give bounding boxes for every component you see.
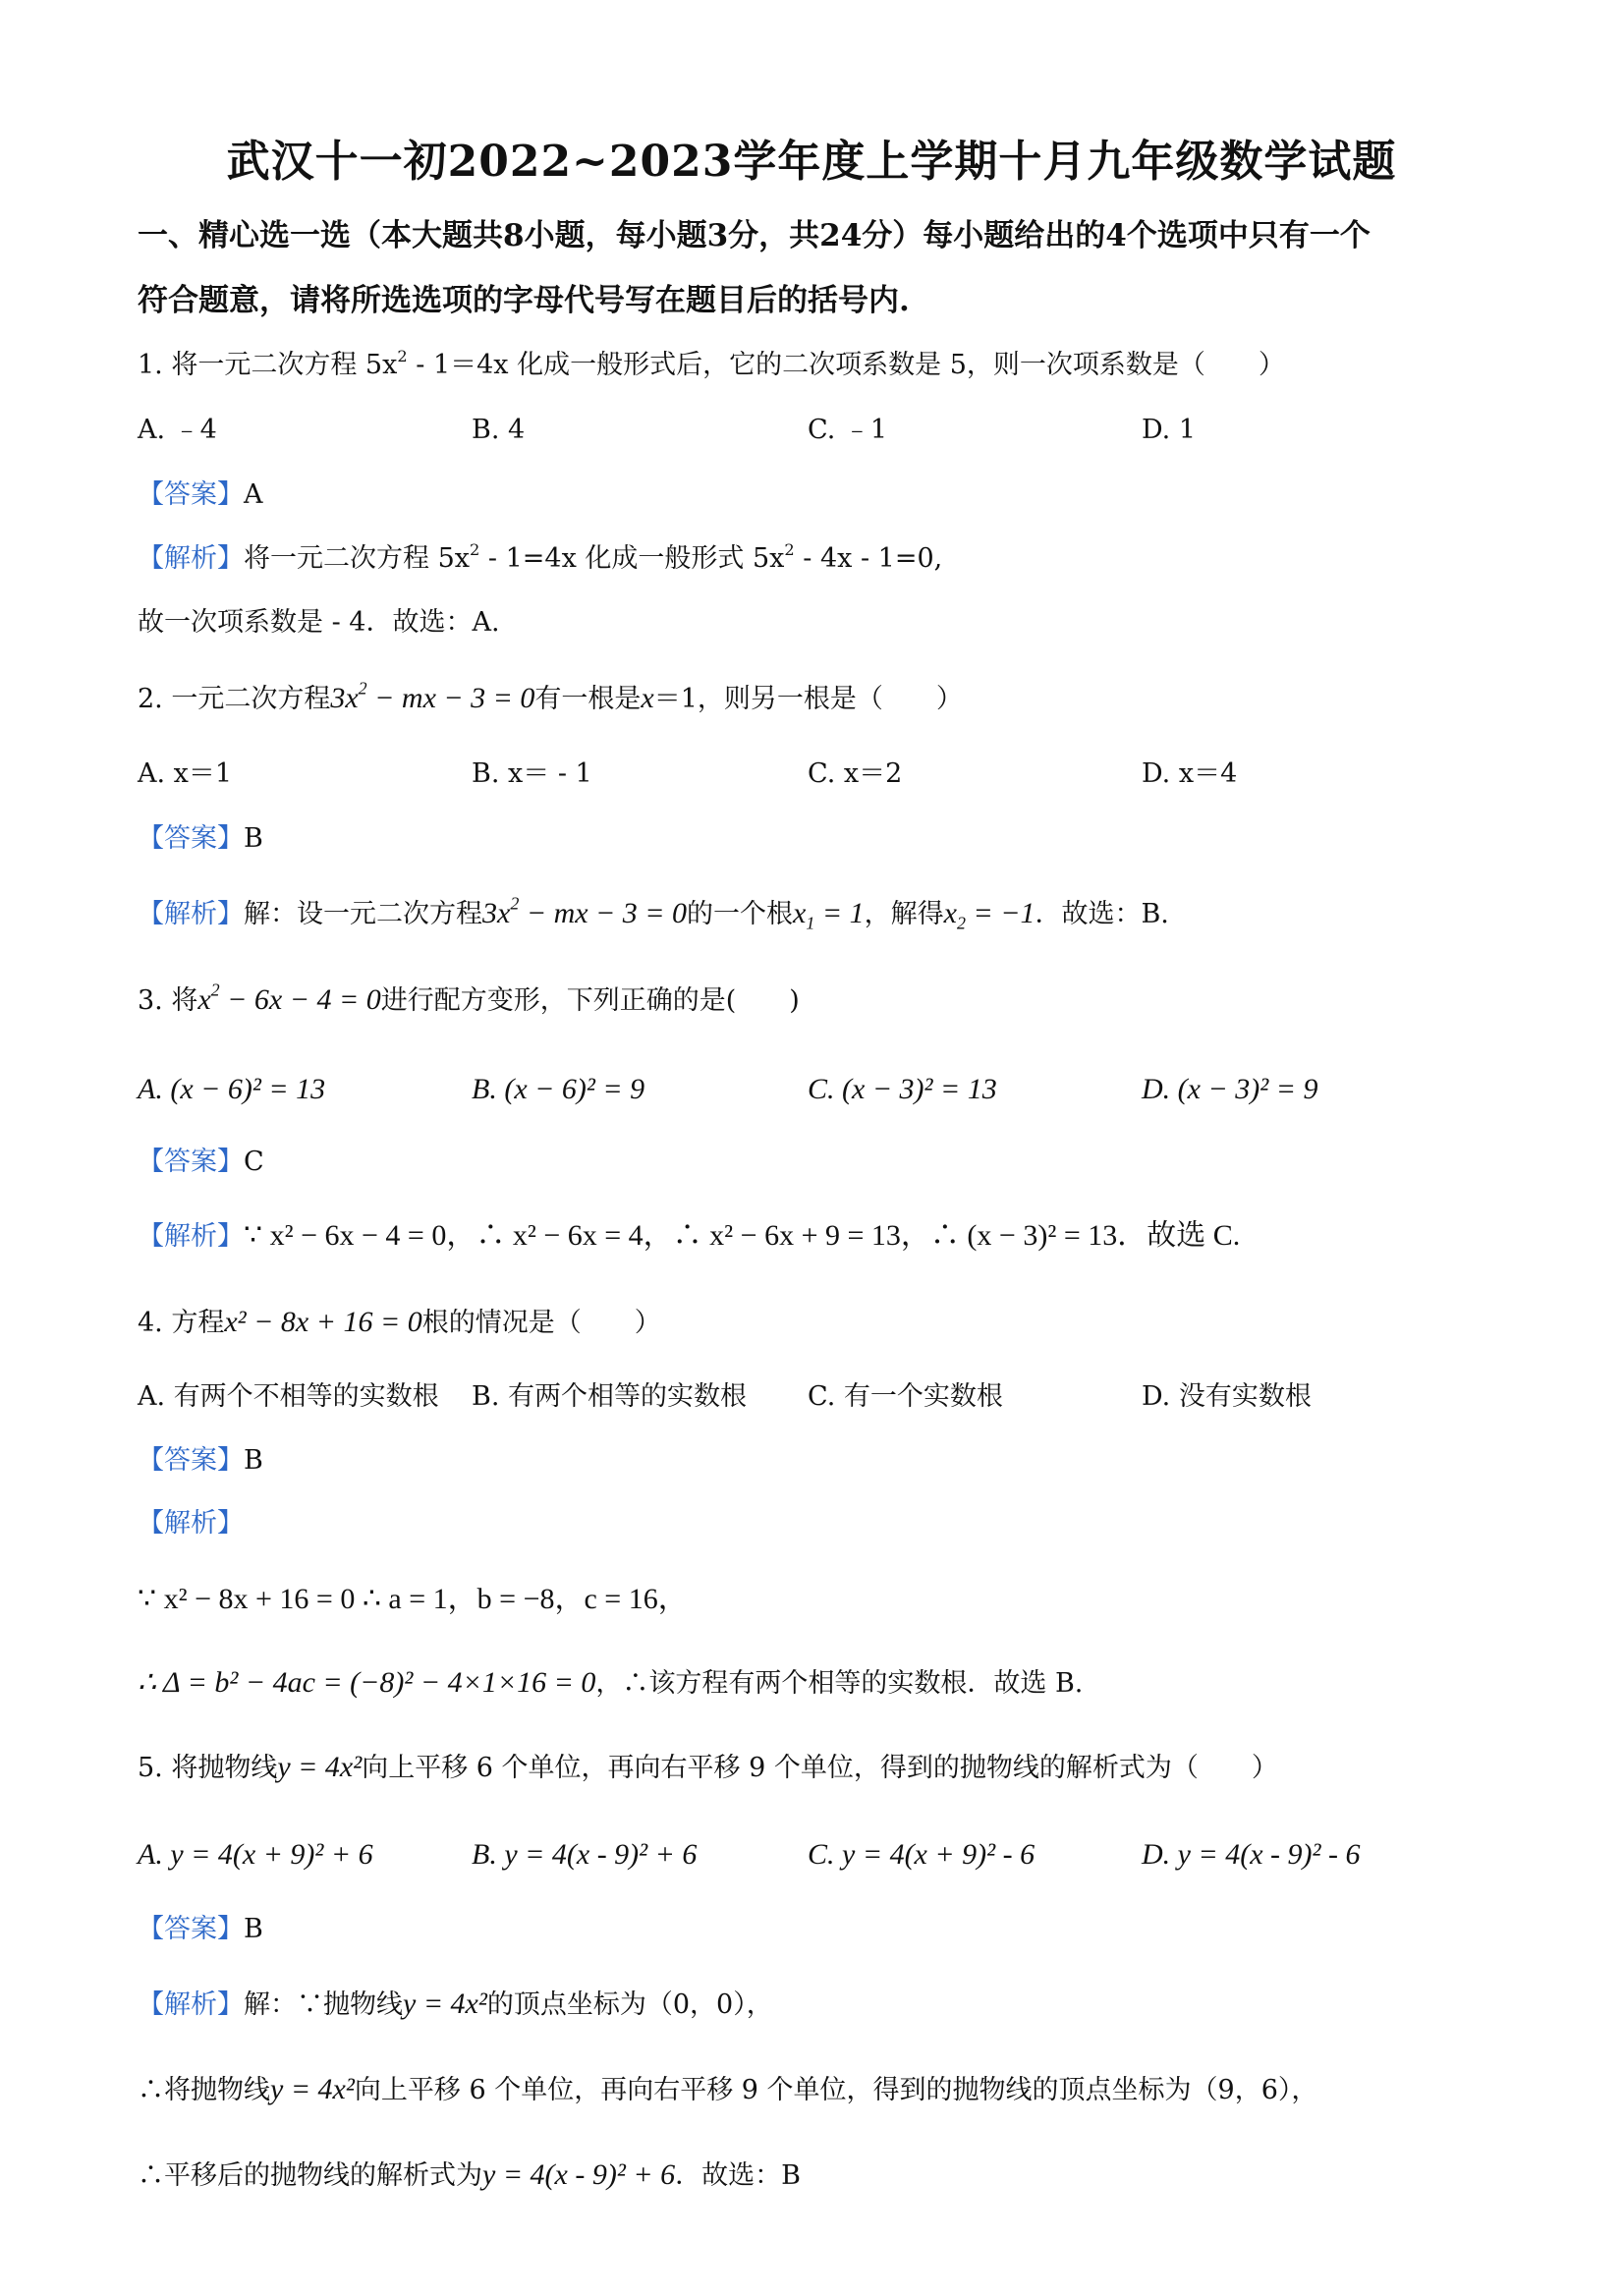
q4-option-a: A. 有两个不相等的实数根 — [138, 1381, 439, 1412]
q1-option-b: B. 4 — [472, 415, 526, 445]
q2-stem-variable: x — [641, 682, 654, 714]
q1-stem-text-end: - 1＝4x 化成一般形式后，它的二次项系数是 5，则一次项系数是（ ） — [407, 350, 1285, 380]
q5-analysis2-text: ∴将抛物线 — [138, 2075, 270, 2105]
answer-label: 【答案】 — [138, 823, 244, 854]
q3-option-a: A. (x − 6)² = 13 — [138, 1073, 326, 1105]
q3-option-c: C. (x − 3)² = 13 — [808, 1073, 997, 1105]
q2-stem-text-mid: 有一根是 — [534, 684, 642, 714]
analysis-label: 【解析】 — [138, 1221, 244, 1252]
q5-analysis2-text-end: 向上平移 6 个单位，再向右平移 9 个单位，得到的抛物线的顶点坐标为（9，6）， — [354, 2075, 1318, 2105]
q2-analysis-text-end: ．故选：B. — [1035, 899, 1169, 929]
answer-label: 【答案】 — [138, 479, 244, 510]
q1-analysis: 【解析】将一元二次方程 $5x^2 - 1=4x$ 化成一般形式 $5x^2 - 4x - 1=0$, — [138, 539, 943, 574]
q1-analysis-text-end: - 4x - 1=0, — [794, 543, 943, 574]
analysis-label: 【解析】 — [138, 899, 244, 929]
q5-stem-equation: y = 4x² — [277, 1751, 363, 1783]
q5-option-d: D. y = 4(x - 9)² - 6 — [1142, 1838, 1361, 1871]
q1-answer-value: A — [244, 479, 263, 510]
q4-stem — [138, 1303, 1513, 1343]
q4-answer — [138, 1441, 1513, 1481]
q1-analysis-text: 将一元二次方程 5x — [244, 543, 470, 574]
q4-stem-equation: x² − 8x + 16 = 0 — [224, 1306, 422, 1338]
q2-option-d: D. x＝4 — [1142, 758, 1238, 789]
q5-option-b: B. y = 4(x - 9)² + 6 — [472, 1838, 698, 1871]
q5-analysis3-text-end: ．故选：B — [675, 2160, 801, 2191]
q2-stem-text: 2. 一元二次方程 — [138, 684, 331, 714]
analysis-label: 【解析】 — [138, 1508, 244, 1539]
q4-analysis-line1: ∵ x² − 8x + 16 = 0 ∴ a = 1，b = −8，c = 16， — [138, 1583, 688, 1615]
q5-stem-text-end: 向上平移 6 个单位，再向右平移 9 个单位，得到的抛物线的解析式为（ ） — [362, 1753, 1278, 1783]
q1-option-a: A. ﹣4 — [138, 415, 217, 445]
q5-analysis-line1 — [138, 1985, 1513, 2025]
q3-option-b: B. (x − 6)² = 9 — [472, 1073, 645, 1105]
q5-option-a: A. y = 4(x + 9)² + 6 — [138, 1838, 373, 1871]
analysis-label: 【解析】 — [138, 1989, 244, 2020]
q3-option-d: D. (x − 3)² = 9 — [1142, 1073, 1318, 1105]
q2-analysis-root2: $x_2 = -1$ — [943, 897, 1035, 933]
q4-analysis-conclusion: ，∴该方程有两个相等的实数根．故选 B. — [595, 1668, 1084, 1699]
q4-stem-text-end: 根的情况是（ ） — [421, 1308, 661, 1338]
section-instructions-line1: 一、精心选一选（本大题共8小题，每小题3分，共24分）每小题给出的4个选项中只有一个 — [138, 218, 1371, 253]
q1-option-c: C. ﹣1 — [808, 415, 888, 445]
q5-analysis-text-end: 的顶点坐标为（0，0）， — [486, 1989, 773, 2020]
q5-option-c: C. y = 4(x + 9)² - 6 — [808, 1838, 1035, 1871]
q3-analysis-text: ∵ x² − 6x − 4 = 0，∴ x² − 6x = 4，∴ x² − 6x + 9 = 13，∴ (x − 3)² = 13．故选 C. — [244, 1219, 1241, 1252]
q2-analysis — [138, 894, 1513, 934]
section-instructions-line2: 符合题意，请将所选选项的字母代号写在题目后的括号内. — [138, 283, 910, 318]
q1-option-d: D. 1 — [1142, 415, 1197, 445]
q2-answer-value: B — [244, 823, 263, 854]
q3-stem-text: 3. 将 — [138, 985, 198, 1016]
q4-option-c: C. 有一个实数根 — [808, 1381, 1003, 1412]
q2-option-a: A. x＝1 — [138, 758, 233, 789]
q3-stem-equation: $x^2 - 6x - 4 = 0$ — [197, 980, 381, 1016]
q3-stem-text-end: 进行配方变形，下列正确的是( ) — [380, 985, 800, 1016]
q4-analysis-line2 — [138, 1663, 1513, 1704]
q3-answer-value: C — [244, 1147, 264, 1177]
q2-answer — [138, 819, 1513, 859]
q4-option-d: D. 没有实数根 — [1142, 1381, 1312, 1412]
q5-analysis3-equation: y = 4(x - 9)² + 6 — [482, 2158, 676, 2191]
q5-analysis-equation: y = 4x² — [403, 1988, 487, 2020]
q2-stem-text-end: ＝1，则另一根是（ ） — [653, 684, 963, 714]
analysis-label: 【解析】 — [138, 543, 244, 574]
q1-answer — [138, 476, 1513, 515]
q5-analysis-line3 — [138, 2156, 1513, 2196]
q4-answer-value: B — [244, 1445, 263, 1476]
q3-stem — [138, 980, 1513, 1021]
q2-stem-equation: $3x^2$ − mx − 3 = 0 — [330, 678, 535, 714]
q5-analysis2-equation: y = 4x² — [270, 2073, 355, 2105]
q2-analysis-root1: $x_1 = 1$ — [793, 897, 865, 933]
answer-label: 【答案】 — [138, 1914, 244, 1944]
q2-stem — [138, 679, 1513, 719]
q5-analysis-text: 解：∵抛物线 — [244, 1989, 403, 2020]
q5-stem-text: 5. 将抛物线 — [138, 1753, 278, 1783]
q1-stem: 1. 将一元二次方程 $5x^2 - 1=4x$ 化成一般形式后，它的二次项系数是 5，则一次项系数是（ ） — [138, 346, 1285, 380]
q2-option-b: B. x＝ - 1 — [472, 758, 592, 789]
q5-answer-value: B — [244, 1914, 263, 1944]
q3-analysis — [138, 1216, 1513, 1257]
q4-analysis-label — [138, 1504, 1513, 1543]
q2-option-c: C. x＝2 — [808, 758, 903, 789]
q1-analysis-text-mid: - 1=4x 化成一般形式 5x — [479, 543, 785, 574]
q4-analysis-discriminant: ∴ Δ = b² − 4ac = (−8)² − 4×1×16 = 0 — [138, 1666, 596, 1699]
q2-analysis-text-mid2: ，解得 — [864, 899, 944, 929]
q1-conclusion: 故一次项系数是 - 4．故选：A. — [138, 607, 500, 638]
answer-label: 【答案】 — [138, 1147, 244, 1177]
q2-analysis-text: 解：设一元二次方程 — [244, 899, 482, 929]
q4-stem-text: 4. 方程 — [138, 1308, 225, 1338]
q1-stem-text: 1. 将一元二次方程 5x — [138, 350, 398, 380]
page-title: 武汉十一初2022~2023学年度上学期十月九年级数学试题 — [226, 137, 1397, 187]
answer-label: 【答案】 — [138, 1445, 244, 1476]
q4-option-b: B. 有两个相等的实数根 — [472, 1381, 748, 1412]
q2-analysis-text-mid: 的一个根 — [687, 899, 794, 929]
q5-analysis3-text: ∴平移后的抛物线的解析式为 — [138, 2160, 482, 2191]
q5-stem — [138, 1748, 1513, 1788]
q3-answer — [138, 1143, 1513, 1182]
q5-answer — [138, 1910, 1513, 1949]
q2-analysis-equation: $3x^2$ − mx − 3 = 0 — [482, 893, 688, 929]
q5-analysis-line2 — [138, 2070, 1513, 2110]
